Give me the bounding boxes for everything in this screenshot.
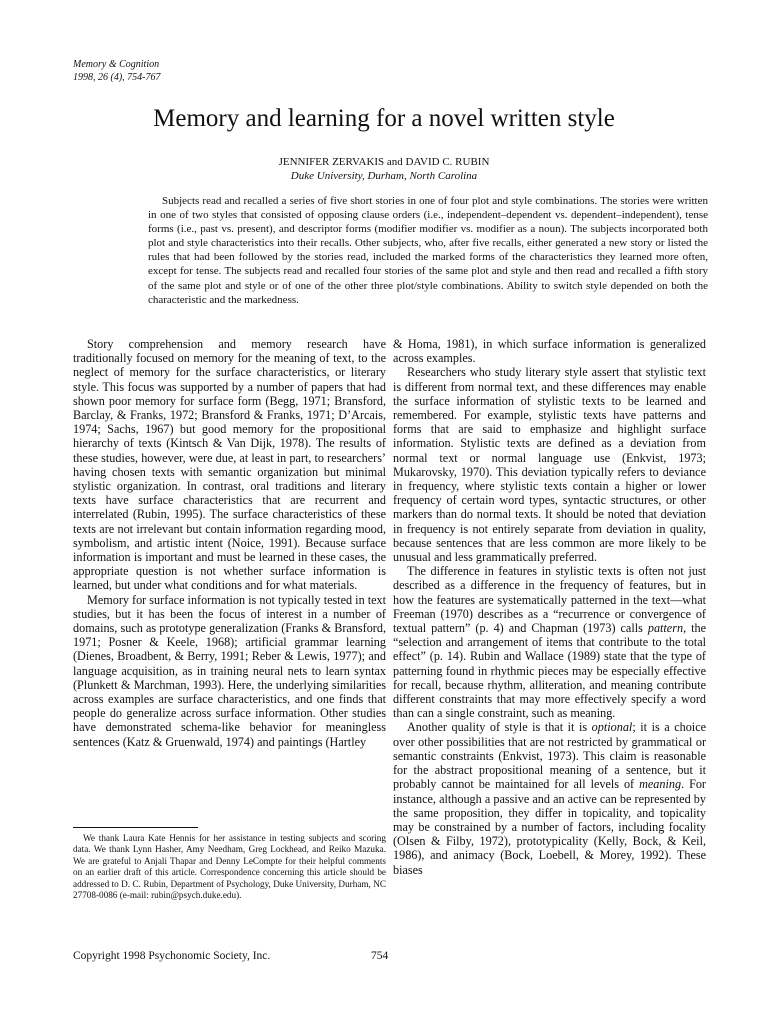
body-paragraph: Memory for surface information is not typically tested in text studies, but it has been the focus of interest in a number of domains, such as prototype generalization (Franks & Bransford, 1971; Posner & Keele, 1968); artificial grammar learning (Dienes, Broadbent, & Berry, 1991; Reber & Lewis, 1977); and language acquisition, as in training neural nets to learn syntax (Plunkett & Marchman, 1993). Here, the underlying similarities across examples are surface characteristics, and one finds that people do generalize across surface information. Other studies have demonstrated schema-like behavior for meaningless sentences (Katz & Gruenwald, 1974) and paintings (Hartley [73, 592, 386, 749]
footnote-divider [73, 827, 198, 828]
author-affiliation: Duke University, Durham, North Carolina [290, 170, 478, 182]
article-authors: JENNIFER ZERVAKIS and DAVID C. RUBIN [278, 156, 490, 168]
text-run: The difference in features in stylistic texts is often not just described as a difference in the frequency of features, but in how the features are systematically patterned in the text—what Freeman (1970) describes as a “recurrence or convergence of textual pattern” (p. 4) and Chapman (1973) calls [393, 564, 706, 636]
article-title: Memory and learning for a novel written style [153, 105, 615, 132]
acknowledgment-footnote: We thank Laura Kate Hennis for her assistance in testing subjects and scoring data. We thank Lynn Hasher, Amy Needham, Greg Lockhead, and Reiko Mazuka. We are grateful to Anjali Thapar and Denny LeCompte for their helpful comments on an earlier draft of this article. Correspondence concerning this article should be addressed to D. C. Rubin, Department of Psychology, Duke University, Durham, NC 27708-0086 (e-mail: rubin@psych.duke.edu). [73, 833, 386, 901]
text-run: . For instance, although a passive and an active can be represented by the same proposition, they differ in topicality, and topicality may be constrained by a number of factors, including focality (Olsen & Filby, 1972), prototypicality (Kelly, Bock, & Keil, 1986), and animacy (Bock, Loebell, & Morey, 1992). These biases [393, 777, 706, 877]
text-run: , the “selection and arrangement of items that contribute to the total effect” (p. 14). Rubin and Wallace (1989) state that the type of patterning found in rhythmic pieces may be especially effective for recall, because rhythm, alliteration, and meaning contribute different constraints that may more effectively specify a word than can a single constraint, such as meaning. [393, 621, 706, 721]
body-paragraph [393, 564, 706, 720]
left-column [73, 337, 386, 749]
emphasis: meaning [639, 777, 682, 792]
journal-name: Memory & Cognition [73, 59, 160, 70]
body-paragraph [393, 720, 706, 876]
text-run: ; it is a choice over other possibilities that are not restricted by grammatical or semantic constraints (Enkvist, 1973). This claim is reasonable for the abstract propositional meaning of a sentence, but it probably cannot be maintained for all levels of [393, 720, 707, 792]
text-run: Another quality of style is that it is [407, 720, 592, 735]
journal-citation: 1998, 26 (4), 754-767 [73, 72, 161, 83]
body-paragraph: Researchers who study literary style assert that stylistic text is different from normal text, and these differences may enable the surface information of stylistic texts to be learned and remembered. For example, stylistic texts have patterns and forms that are said to emphasize and highlight surface information. Stylistic texts are defined as a deviation from normal text or normal language use (Enkvist, 1973; Mukarovsky, 1970). This deviation typically refers to deviance in frequency, where stylistic texts contain a higher or lower frequency of certain word types, syntactic structures, or other markers than do normal texts. It should be noted that deviation in frequency is not entirely separate from deviation in quality, because sentences that are less common are more likely to be unusual and less grammatically preferred. [393, 365, 706, 565]
emphasis: pattern [647, 621, 684, 636]
abstract: Subjects read and recalled a series of five short stories in one of four plot and style combinations. The stories were written in one of two styles that consisted of opposing clause orders (i.e., independent–dependent vs. dependent–independent), tense forms (i.e., past vs. present), and descriptor forms (modifier modifier vs. modifier as a noun). The subjects incorporated both plot and style characteristics into their recalls. Other subjects, who, after five recalls, either generated a new story or listed the rules that had been followed by the stories read, included the marked forms of the characteristics they learned more often, except for tense. The subjects read and recalled four stories of the same plot and style and then read and recalled a fifth story of the same plot and style or of one of the other three plot/style combinations. Ability to switch style depended on both the characteristic and the markedness. [148, 195, 708, 306]
copyright-notice: Copyright 1998 Psychonomic Society, Inc. [73, 950, 271, 962]
body-paragraph: Story comprehension and memory research have traditionally focused on memory for the meaning of text, to the neglect of memory for the surface characteristics, or literary style. This focus was supported by a number of papers that had shown poor memory for surface form (Begg, 1971; Bransford, Barclay, & Franks, 1972; Bransford & Franks, 1971; D’Arcais, 1974; Sachs, 1967) but good memory for the propositional hierarchy of texts (Kintsch & Van Dijk, 1978). The results of these studies, however, were due, at least in part, to researchers’ having chosen texts with semantic organization but minimal stylistic organization. In contrast, oral traditions and literary texts have surface characteristics that are recurrent and interrelated (Rubin, 1995). The surface characteristics of these texts are not irrelevant but contain information regarding mood, symbolism, and artistic intent (Noice, 1991). Because surface information is important and must be learned in these cases, the appropriate question is not whether surface information is learned, but under what conditions and for what materials. [73, 337, 386, 593]
emphasis: optional [591, 720, 633, 735]
body-paragraph: & Homa, 1981), in which surface information is generalized across examples. [393, 337, 706, 366]
journal-header [73, 58, 161, 84]
right-column [393, 337, 706, 877]
page-number: 754 [371, 950, 389, 962]
